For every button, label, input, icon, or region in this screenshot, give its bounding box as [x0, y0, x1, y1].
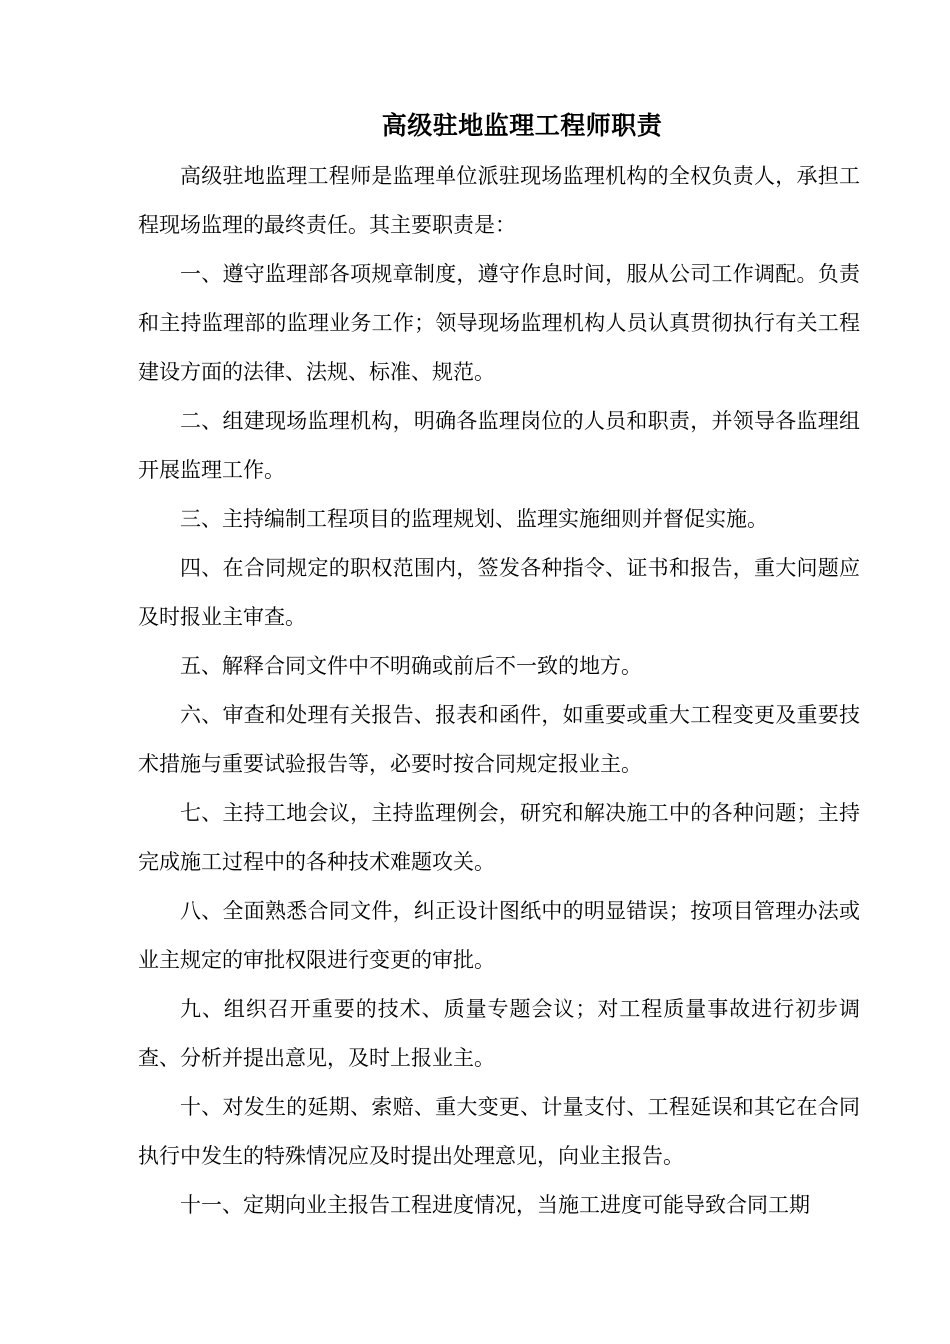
paragraph-duty-2: 二、组建现场监理机构，明确各监理岗位的人员和职责，并领导各监理组开展监理工作。 [138, 409, 860, 482]
document-body [138, 152, 860, 1230]
paragraph-duty-11: 十一、定期向业主报告工程进度情况，当施工进度可能导致合同工期 [180, 1193, 810, 1217]
paragraph-duty-7: 七、主持工地会议，主持监理例会，研究和解决施工中的各种问题；主持完成施工过程中的各种技术难题攻关。 [138, 801, 860, 874]
paragraph-intro: 高级驻地监理工程师是监理单位派驻现场监理机构的全权负责人，承担工程现场监理的最终责任。其主要职责是： [138, 164, 860, 237]
paragraph-duty-6: 六、审查和处理有关报告、报表和函件，如重要或重大工程变更及重要技术措施与重要试验报告等，必要时按合同规定报业主。 [138, 703, 860, 776]
paragraph-duty-5: 五、解释合同文件中不明确或前后不一致的地方。 [180, 654, 642, 678]
paragraph-duty-4: 四、在合同规定的职权范围内，签发各种指令、证书和报告，重大问题应及时报业主审查。 [138, 556, 860, 629]
document-title: 高级驻地监理工程师职责 [381, 111, 663, 140]
paragraph-duty-1: 一、遵守监理部各项规章制度，遵守作息时间，服从公司工作调配。负责和主持监理部的监理业务工作；领导现场监理机构人员认真贯彻执行有关工程建设方面的法律、法规、标准、规范。 [138, 262, 860, 384]
paragraph-duty-9: 九、组织召开重要的技术、质量专题会议；对工程质量事故进行初步调查、分析并提出意见，及时上报业主。 [138, 997, 860, 1070]
paragraph-duty-8: 八、全面熟悉合同文件，纠正设计图纸中的明显错误；按项目管理办法或业主规定的审批权限进行变更的审批。 [138, 899, 860, 972]
paragraph-duty-10: 十、对发生的延期、索赔、重大变更、计量支付、工程延误和其它在合同执行中发生的特殊情况应及时提出处理意见，向业主报告。 [138, 1095, 860, 1168]
paragraph-duty-3: 三、主持编制工程项目的监理规划、监理实施细则并督促实施。 [180, 507, 768, 531]
